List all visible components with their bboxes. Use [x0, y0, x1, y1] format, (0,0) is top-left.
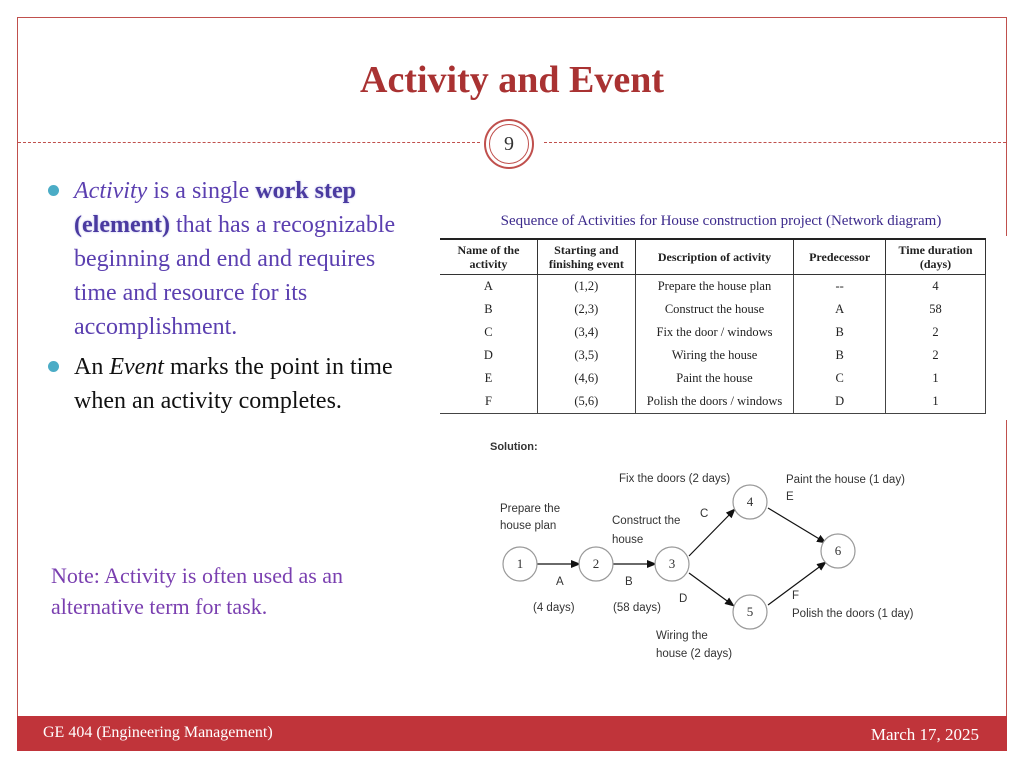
bullet-event — [48, 350, 418, 418]
table-cell: (5,6) — [537, 390, 635, 414]
table-cell: Paint the house — [635, 367, 793, 390]
page-number: 9 — [489, 124, 529, 164]
table-cell: 1 — [886, 367, 986, 390]
table-cell: A — [440, 275, 537, 299]
arrow-e — [768, 508, 826, 543]
label-activity-c: C — [700, 508, 709, 520]
table-cell: 1 — [886, 390, 986, 414]
table-cell: B — [794, 321, 886, 344]
table-cell: 4 — [886, 275, 986, 299]
label-prepare: Prepare the — [500, 503, 561, 515]
bullet-list — [48, 174, 418, 418]
label-polish: Polish the doors (1 day) — [792, 608, 914, 620]
label-prepare: house plan — [500, 520, 557, 532]
event-node-1: 1 — [516, 556, 524, 571]
event-node-4: 4 — [746, 494, 754, 509]
footer-bar — [17, 716, 1007, 751]
label-activity-a: A — [556, 576, 564, 588]
table-cell: Wiring the house — [635, 344, 793, 367]
table-cell: (3,4) — [537, 321, 635, 344]
label-activity-d: D — [679, 593, 688, 605]
bullet-text: that has a recognizable beginning and end and requires time and resource for its accomplishment. — [74, 212, 396, 340]
solution-heading: Solution: — [490, 441, 538, 453]
page-number-badge — [484, 119, 534, 169]
table-row — [440, 321, 986, 344]
label-a-duration: (4 days) — [533, 602, 575, 614]
label-b-duration: (58 days) — [613, 602, 661, 614]
table-row — [440, 344, 986, 367]
title-divider-left — [18, 142, 480, 143]
event-node-6: 6 — [834, 543, 842, 558]
table-cell: 58 — [886, 298, 986, 321]
table-cell: (4,6) — [537, 367, 635, 390]
table-cell: C — [794, 367, 886, 390]
label-construct: house — [612, 534, 644, 546]
activity-table-image — [436, 236, 1007, 420]
column-header: Predecessor — [794, 239, 886, 275]
label-fix-doors: Fix the doors (2 days) — [619, 473, 731, 485]
table-cell: B — [440, 298, 537, 321]
table-cell: D — [440, 344, 537, 367]
table-cell: Prepare the house plan — [635, 275, 793, 299]
table-cell: -- — [794, 275, 886, 299]
table-cell: Fix the door / windows — [635, 321, 793, 344]
network-diagram — [436, 432, 956, 672]
table-cell: E — [440, 367, 537, 390]
table-cell: Construct the house — [635, 298, 793, 321]
table-cell: Polish the doors / windows — [635, 390, 793, 414]
table-cell: (3,5) — [537, 344, 635, 367]
column-header: Starting and finishing event — [537, 239, 635, 275]
table-cell: F — [440, 390, 537, 414]
bullet-dot-icon — [48, 185, 59, 196]
table-row — [440, 275, 986, 299]
bullet-text: An — [74, 354, 110, 380]
table-cell: C — [440, 321, 537, 344]
table-cell: D — [794, 390, 886, 414]
column-header: Description of activity — [635, 239, 793, 275]
label-activity-e: E — [786, 491, 794, 503]
bullet-dot-icon — [48, 361, 59, 372]
slide-title: Activity and Event — [360, 59, 664, 101]
label-wiring: Wiring the — [656, 630, 708, 642]
footer-course: GE 404 (Engineering Management) — [43, 724, 273, 741]
label-wiring: house (2 days) — [656, 648, 733, 660]
event-node-3: 3 — [668, 556, 676, 571]
label-activity-b: B — [625, 576, 633, 588]
arrow-d — [689, 573, 734, 606]
table-cell: 2 — [886, 321, 986, 344]
table-header-row — [440, 239, 986, 275]
table-row — [440, 298, 986, 321]
event-term: Event — [109, 354, 164, 380]
table-cell: A — [794, 298, 886, 321]
figure-caption: Sequence of Activities for House construction project (Network diagram) — [500, 213, 942, 229]
bullet-text: marks the point in time when an activity completes. — [74, 354, 393, 414]
event-node-2: 2 — [592, 556, 600, 571]
label-activity-f: F — [792, 590, 800, 602]
event-node-5: 5 — [746, 604, 754, 619]
label-paint: Paint the house (1 day) — [786, 474, 905, 486]
column-header: Time duration (days) — [886, 239, 986, 275]
activity-term: Activity — [74, 178, 148, 204]
table-row — [440, 367, 986, 390]
table-row — [440, 390, 986, 414]
bullet-text: is a single — [147, 178, 256, 204]
note-text: Note: Activity is often used as an alternative term for task. — [51, 563, 344, 619]
table-cell: (1,2) — [537, 275, 635, 299]
bullet-activity — [48, 174, 418, 344]
footer-date: March 17, 2025 — [870, 725, 979, 744]
activity-table — [440, 238, 986, 414]
label-construct: Construct the — [612, 515, 681, 527]
arrow-c — [689, 509, 735, 556]
column-header: Name of the activity — [440, 239, 537, 275]
network-diagram-image — [436, 432, 956, 672]
table-cell: (2,3) — [537, 298, 635, 321]
highlight-work-step: work step (element) — [74, 178, 356, 238]
title-divider-right — [544, 142, 1006, 143]
table-cell: 2 — [886, 344, 986, 367]
table-cell: B — [794, 344, 886, 367]
